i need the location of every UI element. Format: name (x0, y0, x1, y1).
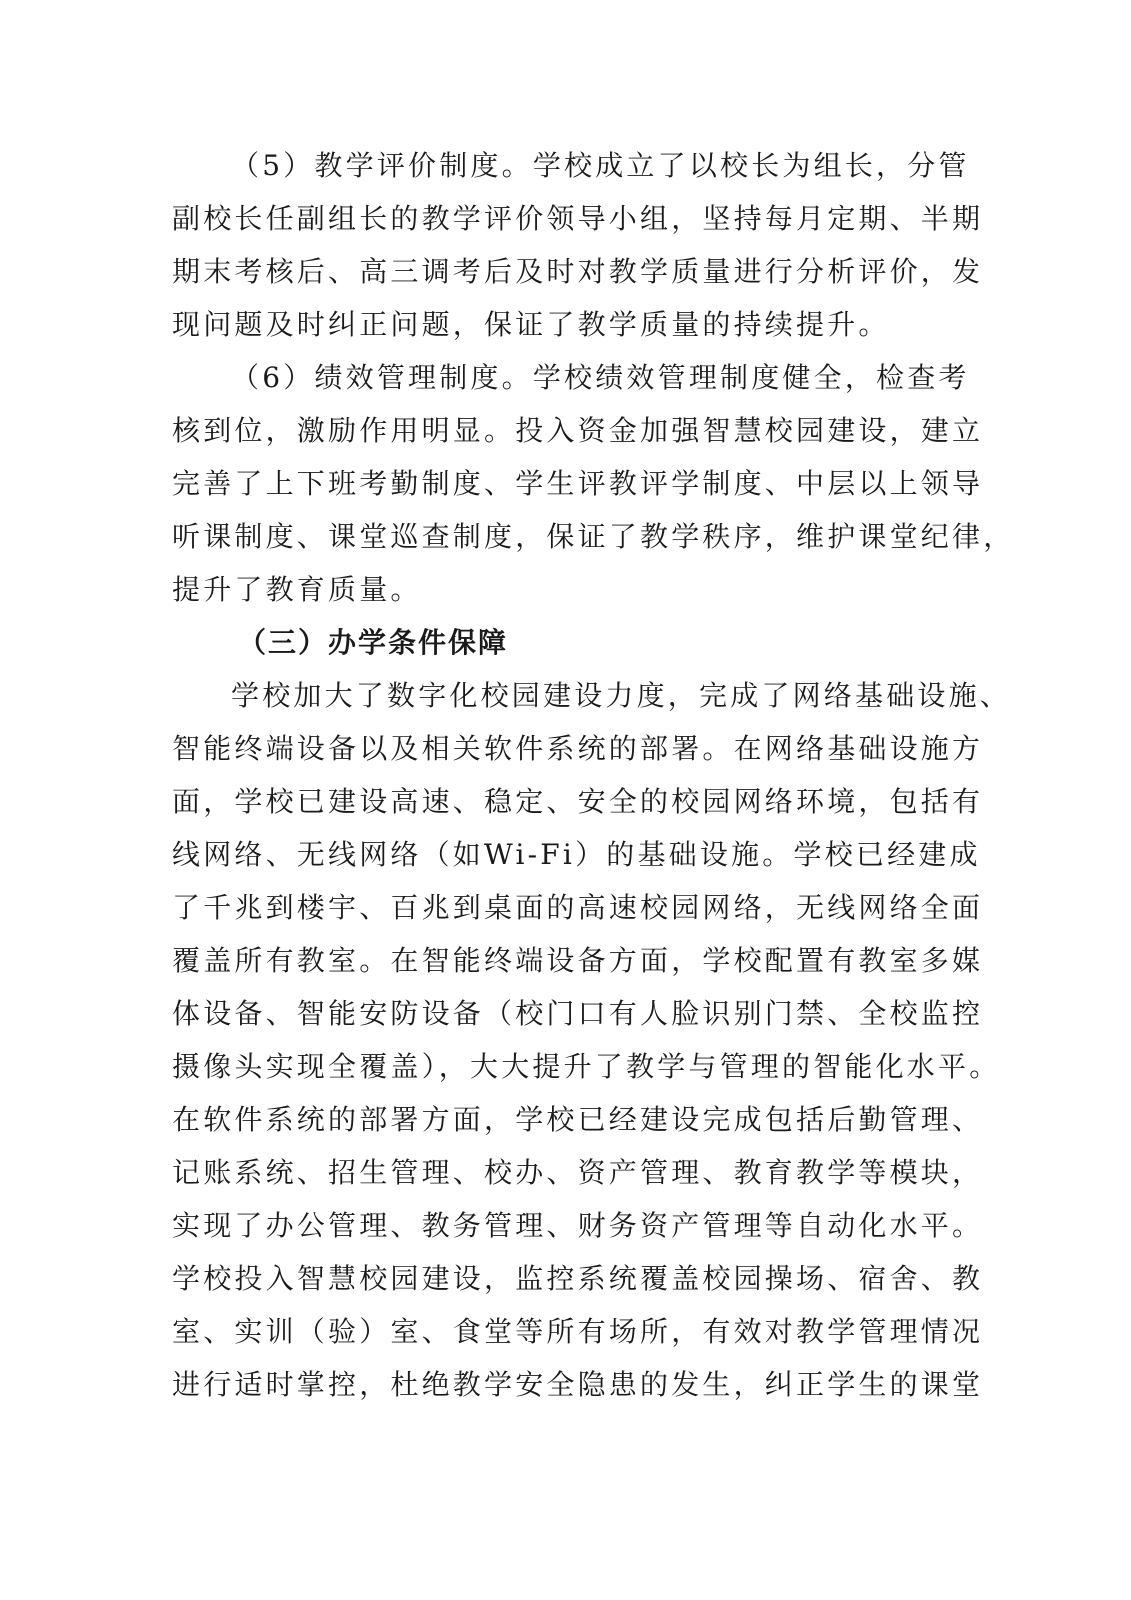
text-line: 在软件系统的部署方面，学校已经建设完成包括后勤管理、 (172, 1103, 984, 1136)
text-line: （6）绩效管理制度。学校绩效管理制度健全，检查考 (231, 361, 970, 394)
text-line: 期末考核后、高三调考后及时对教学质量进行分析评价，发 (172, 255, 984, 288)
text-line: 完善了上下班考勤制度、学生评教评学制度、中层以上领导 (172, 467, 984, 500)
text-line: 面，学校已建设高速、稳定、安全的校园网络环境，包括有 (172, 785, 984, 818)
text-line: 学校加大了数字化校园建设力度，完成了网络基础设施、 (231, 679, 1012, 712)
text-line: 覆盖所有教室。在智能终端设备方面，学校配置有教室多媒 (172, 944, 984, 977)
text-line: 进行适时掌控，杜绝教学安全隐患的发生，纠正学生的课堂 (172, 1368, 984, 1401)
text-line: 学校投入智慧校园建设，监控系统覆盖校园操场、宿舍、教 (172, 1262, 984, 1295)
section-heading: （三）办学条件保障 (238, 626, 509, 659)
text-line: 体设备、智能安防设备（校门口有人脸识别门禁、全校监控 (172, 997, 984, 1030)
text-line: 线网络、无线网络（如Wi-Fi）的基础设施。学校已经建成 (172, 838, 981, 871)
text-line: 提升了教育质量。 (172, 573, 422, 606)
text-line: 摄像头实现全覆盖），大大提升了教学与管理的智能化水平。 (172, 1050, 1001, 1083)
text-line: （5）教学评价制度。学校成立了以校长为组长，分管 (231, 149, 970, 182)
text-line: 记账系统、招生管理、校办、资产管理、教育教学等模块， (172, 1156, 984, 1189)
text-line: 了千兆到楼宇、百兆到桌面的高速校园网络，无线网络全面 (172, 891, 984, 924)
text-line: 听课制度、课堂巡查制度，保证了教学秩序，维护课堂纪律， (172, 520, 1015, 553)
text-line: 核到位，激励作用明显。投入资金加强智慧校园建设，建立 (172, 414, 984, 447)
text-line: 副校长任副组长的教学评价领导小组，坚持每月定期、半期 (172, 202, 984, 235)
text-line: 智能终端设备以及相关软件系统的部署。在网络基础设施方 (172, 732, 984, 765)
text-line: 室、实训（验）室、食堂等所有场所，有效对教学管理情况 (172, 1315, 984, 1348)
text-line: 实现了办公管理、教务管理、财务资产管理等自动化水平。 (172, 1209, 984, 1242)
text-line: 现问题及时纠正问题，保证了教学质量的持续提升。 (172, 308, 890, 341)
